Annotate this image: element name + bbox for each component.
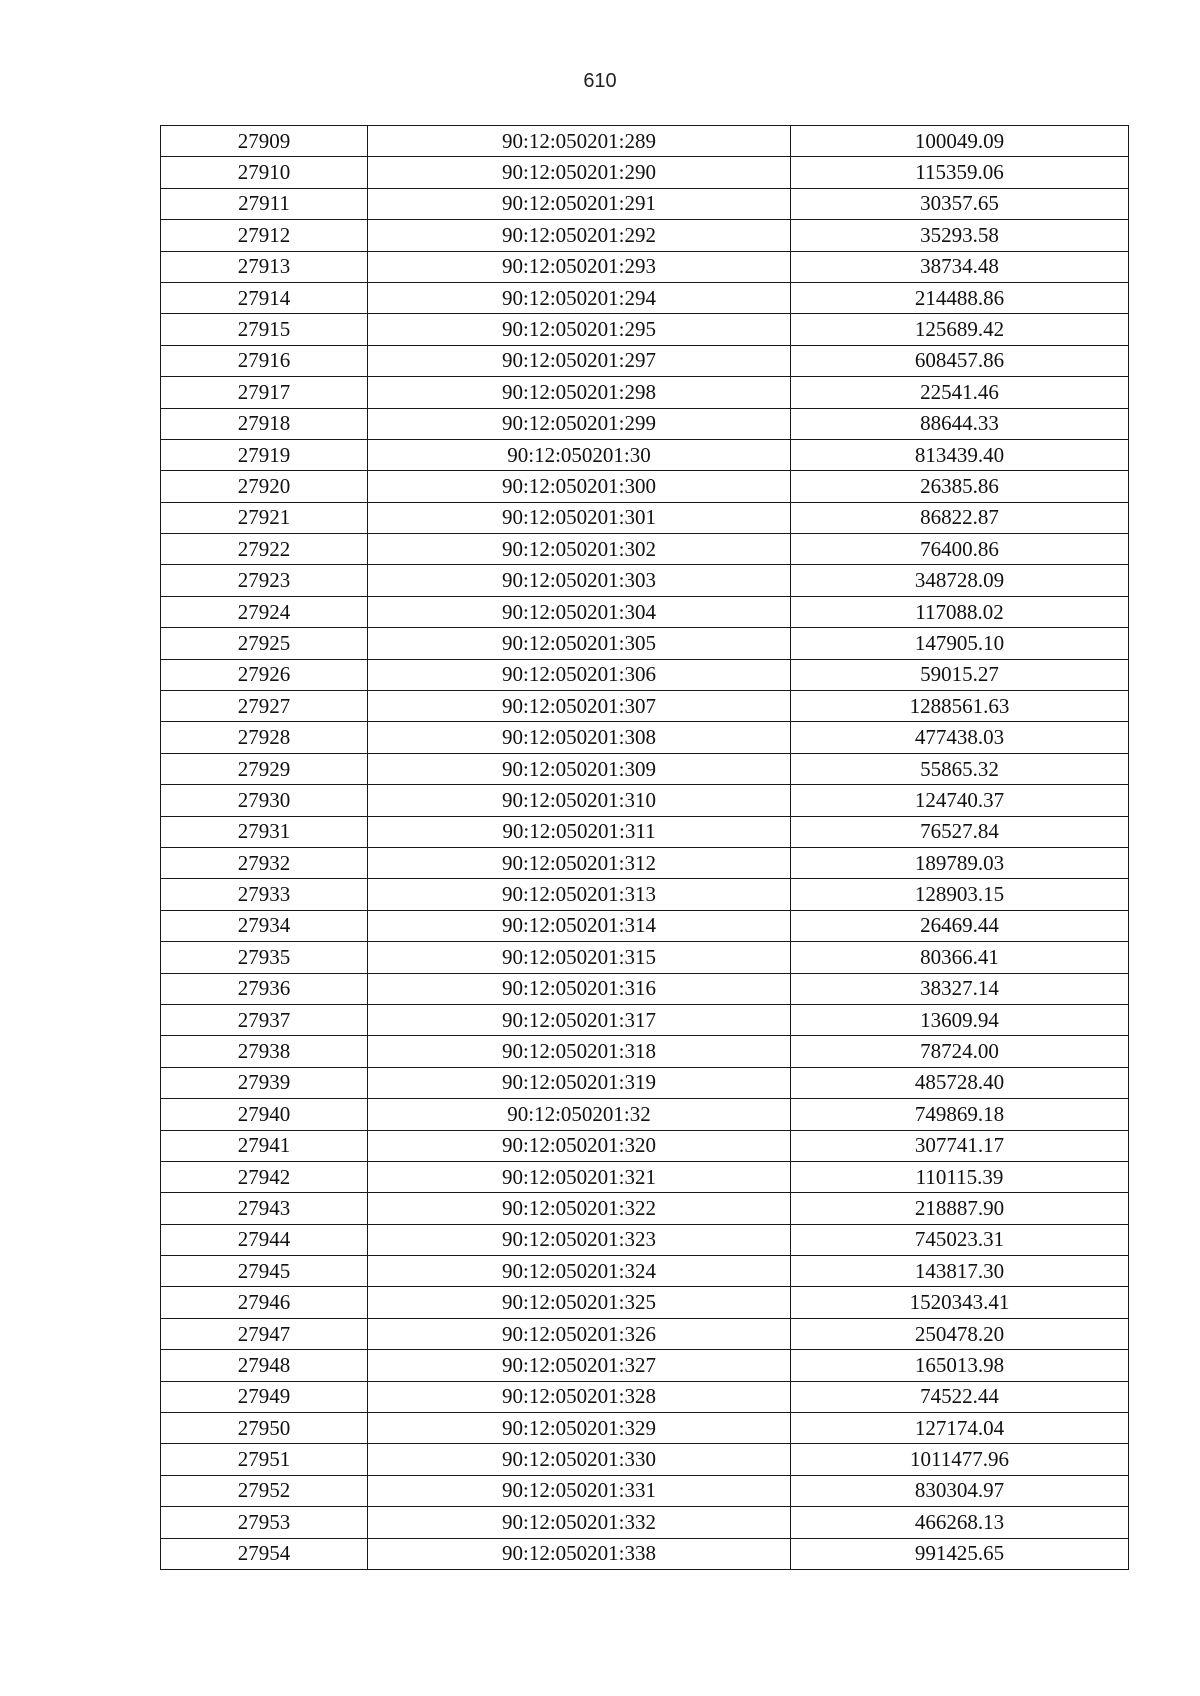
row-number-cell: 27919: [161, 439, 368, 470]
value-cell: 78724.00: [791, 1036, 1129, 1067]
cadastral-number-cell: 90:12:050201:338: [368, 1538, 791, 1569]
table-row: [161, 471, 1129, 502]
table-row: [161, 251, 1129, 282]
cadastral-number-cell: 90:12:050201:291: [368, 188, 791, 219]
row-number-cell: 27920: [161, 471, 368, 502]
value-cell: 813439.40: [791, 439, 1129, 470]
cadastral-number-cell: 90:12:050201:313: [368, 879, 791, 910]
table-row: [161, 282, 1129, 313]
cadastral-number-cell: 90:12:050201:326: [368, 1318, 791, 1349]
value-cell: 110115.39: [791, 1161, 1129, 1192]
value-cell: 348728.09: [791, 565, 1129, 596]
cadastral-number-cell: 90:12:050201:307: [368, 691, 791, 722]
table-row: [161, 659, 1129, 690]
cadastral-number-cell: 90:12:050201:300: [368, 471, 791, 502]
row-number-cell: 27913: [161, 251, 368, 282]
table-row: [161, 157, 1129, 188]
value-cell: 13609.94: [791, 1004, 1129, 1035]
row-number-cell: 27933: [161, 879, 368, 910]
table-row: [161, 1067, 1129, 1098]
row-number-cell: 27939: [161, 1067, 368, 1098]
table-row: [161, 1350, 1129, 1381]
table-row: [161, 1004, 1129, 1035]
cadastral-number-cell: 90:12:050201:289: [368, 126, 791, 157]
row-number-cell: 27940: [161, 1099, 368, 1130]
row-number-cell: 27930: [161, 785, 368, 816]
table-row: [161, 785, 1129, 816]
table-row: [161, 973, 1129, 1004]
row-number-cell: 27918: [161, 408, 368, 439]
cadastral-number-cell: 90:12:050201:315: [368, 942, 791, 973]
row-number-cell: 27912: [161, 220, 368, 251]
value-cell: 143817.30: [791, 1256, 1129, 1287]
table-row: [161, 722, 1129, 753]
table-row: [161, 1287, 1129, 1318]
value-cell: 1288561.63: [791, 691, 1129, 722]
cadastral-number-cell: 90:12:050201:323: [368, 1224, 791, 1255]
table-row: [161, 1507, 1129, 1538]
table-row: [161, 408, 1129, 439]
row-number-cell: 27942: [161, 1161, 368, 1192]
cadastral-number-cell: 90:12:050201:32: [368, 1099, 791, 1130]
table-row: [161, 345, 1129, 376]
row-number-cell: 27943: [161, 1193, 368, 1224]
value-cell: 117088.02: [791, 596, 1129, 627]
value-cell: 35293.58: [791, 220, 1129, 251]
table-row: [161, 439, 1129, 470]
row-number-cell: 27927: [161, 691, 368, 722]
value-cell: 124740.37: [791, 785, 1129, 816]
cadastral-number-cell: 90:12:050201:327: [368, 1350, 791, 1381]
table-row: [161, 1381, 1129, 1412]
cadastral-number-cell: 90:12:050201:309: [368, 753, 791, 784]
value-cell: 30357.65: [791, 188, 1129, 219]
table-row: [161, 1099, 1129, 1130]
table-row: [161, 1475, 1129, 1506]
cadastral-number-cell: 90:12:050201:299: [368, 408, 791, 439]
table-row: [161, 126, 1129, 157]
value-cell: 38734.48: [791, 251, 1129, 282]
value-cell: 1011477.96: [791, 1444, 1129, 1475]
value-cell: 86822.87: [791, 502, 1129, 533]
cadastral-number-cell: 90:12:050201:310: [368, 785, 791, 816]
cadastral-number-cell: 90:12:050201:308: [368, 722, 791, 753]
row-number-cell: 27915: [161, 314, 368, 345]
cadastral-number-cell: 90:12:050201:320: [368, 1130, 791, 1161]
cadastral-number-cell: 90:12:050201:332: [368, 1507, 791, 1538]
value-cell: 76400.86: [791, 534, 1129, 565]
cadastral-number-cell: 90:12:050201:301: [368, 502, 791, 533]
value-cell: 38327.14: [791, 973, 1129, 1004]
cadastral-number-cell: 90:12:050201:302: [368, 534, 791, 565]
table-row: [161, 1413, 1129, 1444]
table-row: [161, 534, 1129, 565]
row-number-cell: 27925: [161, 628, 368, 659]
table-row: [161, 816, 1129, 847]
row-number-cell: 27909: [161, 126, 368, 157]
value-cell: 214488.86: [791, 282, 1129, 313]
cadastral-number-cell: 90:12:050201:305: [368, 628, 791, 659]
cadastral-number-cell: 90:12:050201:312: [368, 847, 791, 878]
cadastral-number-cell: 90:12:050201:318: [368, 1036, 791, 1067]
row-number-cell: 27951: [161, 1444, 368, 1475]
value-cell: 250478.20: [791, 1318, 1129, 1349]
cadastral-number-cell: 90:12:050201:319: [368, 1067, 791, 1098]
cadastral-number-cell: 90:12:050201:294: [368, 282, 791, 313]
value-cell: 125689.42: [791, 314, 1129, 345]
row-number-cell: 27910: [161, 157, 368, 188]
value-cell: 26469.44: [791, 910, 1129, 941]
value-cell: 1520343.41: [791, 1287, 1129, 1318]
table-row: [161, 879, 1129, 910]
row-number-cell: 27928: [161, 722, 368, 753]
value-cell: 749869.18: [791, 1099, 1129, 1130]
value-cell: 76527.84: [791, 816, 1129, 847]
row-number-cell: 27937: [161, 1004, 368, 1035]
row-number-cell: 27953: [161, 1507, 368, 1538]
table-row: [161, 942, 1129, 973]
value-cell: 59015.27: [791, 659, 1129, 690]
cadastral-number-cell: 90:12:050201:314: [368, 910, 791, 941]
table-row: [161, 753, 1129, 784]
value-cell: 608457.86: [791, 345, 1129, 376]
value-cell: 80366.41: [791, 942, 1129, 973]
cadastral-number-cell: 90:12:050201:292: [368, 220, 791, 251]
row-number-cell: 27929: [161, 753, 368, 784]
row-number-cell: 27932: [161, 847, 368, 878]
value-cell: 55865.32: [791, 753, 1129, 784]
cadastral-number-cell: 90:12:050201:328: [368, 1381, 791, 1412]
value-cell: 147905.10: [791, 628, 1129, 659]
row-number-cell: 27946: [161, 1287, 368, 1318]
value-cell: 127174.04: [791, 1413, 1129, 1444]
row-number-cell: 27924: [161, 596, 368, 627]
value-cell: 745023.31: [791, 1224, 1129, 1255]
table-row: [161, 628, 1129, 659]
row-number-cell: 27917: [161, 377, 368, 408]
cadastral-number-cell: 90:12:050201:293: [368, 251, 791, 282]
row-number-cell: 27944: [161, 1224, 368, 1255]
value-cell: 115359.06: [791, 157, 1129, 188]
row-number-cell: 27947: [161, 1318, 368, 1349]
value-cell: 466268.13: [791, 1507, 1129, 1538]
page-number: 610: [583, 70, 617, 92]
cadastral-number-cell: 90:12:050201:316: [368, 973, 791, 1004]
value-cell: 189789.03: [791, 847, 1129, 878]
cadastral-number-cell: 90:12:050201:295: [368, 314, 791, 345]
value-cell: 307741.17: [791, 1130, 1129, 1161]
value-cell: 100049.09: [791, 126, 1129, 157]
row-number-cell: 27938: [161, 1036, 368, 1067]
row-number-cell: 27916: [161, 345, 368, 376]
cadastral-number-cell: 90:12:050201:304: [368, 596, 791, 627]
cadastral-number-cell: 90:12:050201:329: [368, 1413, 791, 1444]
value-cell: 991425.65: [791, 1538, 1129, 1569]
cadastral-number-cell: 90:12:050201:298: [368, 377, 791, 408]
row-number-cell: 27945: [161, 1256, 368, 1287]
cadastral-number-cell: 90:12:050201:331: [368, 1475, 791, 1506]
cadastral-number-cell: 90:12:050201:325: [368, 1287, 791, 1318]
table-row: [161, 188, 1129, 219]
row-number-cell: 27921: [161, 502, 368, 533]
table-row: [161, 691, 1129, 722]
row-number-cell: 27954: [161, 1538, 368, 1569]
cadastral-number-cell: 90:12:050201:322: [368, 1193, 791, 1224]
table-row: [161, 1444, 1129, 1475]
row-number-cell: 27949: [161, 1381, 368, 1412]
cadastral-number-cell: 90:12:050201:317: [368, 1004, 791, 1035]
cadastral-number-cell: 90:12:050201:297: [368, 345, 791, 376]
value-cell: 26385.86: [791, 471, 1129, 502]
row-number-cell: 27923: [161, 565, 368, 596]
row-number-cell: 27931: [161, 816, 368, 847]
row-number-cell: 27911: [161, 188, 368, 219]
table-row: [161, 565, 1129, 596]
value-cell: 74522.44: [791, 1381, 1129, 1412]
row-number-cell: 27950: [161, 1413, 368, 1444]
cadastral-number-cell: 90:12:050201:330: [368, 1444, 791, 1475]
table-row: [161, 1256, 1129, 1287]
value-cell: 88644.33: [791, 408, 1129, 439]
row-number-cell: 27952: [161, 1475, 368, 1506]
table-row: [161, 910, 1129, 941]
row-number-cell: 27922: [161, 534, 368, 565]
value-cell: 128903.15: [791, 879, 1129, 910]
table-row: [161, 1130, 1129, 1161]
table-body: [161, 126, 1129, 1570]
cadastral-number-cell: 90:12:050201:321: [368, 1161, 791, 1192]
row-number-cell: 27936: [161, 973, 368, 1004]
table-row: [161, 314, 1129, 345]
row-number-cell: 27926: [161, 659, 368, 690]
value-cell: 485728.40: [791, 1067, 1129, 1098]
value-cell: 165013.98: [791, 1350, 1129, 1381]
cadastral-number-cell: 90:12:050201:324: [368, 1256, 791, 1287]
row-number-cell: 27941: [161, 1130, 368, 1161]
cadastral-number-cell: 90:12:050201:311: [368, 816, 791, 847]
row-number-cell: 27948: [161, 1350, 368, 1381]
row-number-cell: 27914: [161, 282, 368, 313]
table-row: [161, 1318, 1129, 1349]
value-cell: 218887.90: [791, 1193, 1129, 1224]
table-row: [161, 502, 1129, 533]
cadastral-number-cell: 90:12:050201:30: [368, 439, 791, 470]
row-number-cell: 27934: [161, 910, 368, 941]
table-row: [161, 847, 1129, 878]
value-cell: 22541.46: [791, 377, 1129, 408]
table-row: [161, 1224, 1129, 1255]
row-number-cell: 27935: [161, 942, 368, 973]
table-row: [161, 1538, 1129, 1569]
table-row: [161, 1161, 1129, 1192]
cadastral-value-table: [160, 125, 1129, 1570]
table-row: [161, 220, 1129, 251]
table-row: [161, 1193, 1129, 1224]
value-cell: 477438.03: [791, 722, 1129, 753]
cadastral-number-cell: 90:12:050201:306: [368, 659, 791, 690]
value-cell: 830304.97: [791, 1475, 1129, 1506]
cadastral-number-cell: 90:12:050201:303: [368, 565, 791, 596]
table-row: [161, 596, 1129, 627]
table-row: [161, 377, 1129, 408]
table-row: [161, 1036, 1129, 1067]
cadastral-number-cell: 90:12:050201:290: [368, 157, 791, 188]
